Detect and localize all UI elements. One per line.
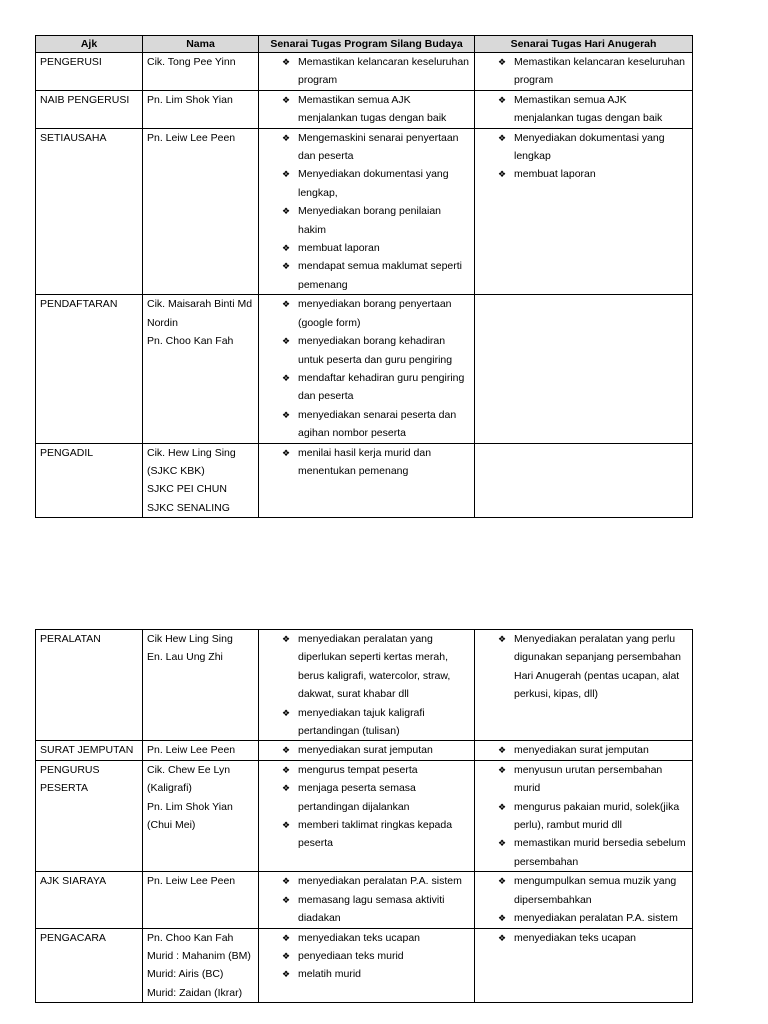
task-list — [263, 129, 470, 295]
task-text: memastikan murid bersedia sebelum persembahan — [514, 837, 686, 868]
committee-duty-table-2 — [35, 629, 693, 1003]
table-row — [36, 741, 693, 760]
ajk-cell: PENGACARA — [36, 928, 143, 1003]
ajk-cell: PENGURUS PESERTA — [36, 760, 143, 871]
diamond-bullet-icon: ❖ — [282, 745, 291, 756]
task-item — [498, 91, 688, 128]
tugas-program-cell — [259, 443, 475, 518]
tugas-program-cell — [259, 295, 475, 443]
task-text: mendapat semua maklumat seperti pemenang — [298, 260, 462, 291]
member-name: Murid: Zaidan (Ikrar) — [147, 986, 243, 999]
member-name: Pn. Lim Shok Yian — [147, 800, 233, 813]
task-text: memberi taklimat ringkas kepada peserta — [298, 819, 453, 850]
member-name: En. Lau Ung Zhi — [147, 651, 223, 664]
diamond-bullet-icon: ❖ — [498, 57, 507, 67]
table-row — [36, 90, 693, 128]
task-text: menilai hasil kerja murid dan menentukan pemenang — [298, 446, 432, 477]
task-text: Menyediakan dokumentasi yang lengkap, — [298, 168, 449, 199]
task-text: mengurus pakaian murid, solek(jika perlu), rambut murid dll — [514, 800, 680, 832]
task-item — [282, 761, 470, 779]
tugas-anugerah-cell — [475, 53, 693, 91]
diamond-bullet-icon: ❖ — [498, 94, 507, 105]
ajk-cell: PENGADIL — [36, 443, 143, 518]
task-item — [282, 332, 470, 369]
header-nama: Nama — [143, 36, 259, 53]
task-item — [282, 630, 470, 704]
tugas-program-cell — [259, 630, 475, 741]
task-list — [479, 761, 688, 871]
task-list — [479, 630, 688, 704]
task-item — [498, 129, 688, 166]
nama-cell — [143, 928, 259, 1003]
table-1-body — [36, 53, 693, 518]
table-row — [36, 872, 693, 928]
tugas-anugerah-cell — [475, 872, 693, 928]
table-2-body — [36, 630, 693, 1003]
task-item — [282, 741, 470, 759]
tugas-anugerah-cell — [475, 760, 693, 871]
task-item — [282, 947, 470, 965]
table-header-row — [36, 36, 693, 53]
task-text: penyediaan teks murid — [298, 949, 404, 962]
diamond-bullet-icon: ❖ — [282, 243, 291, 254]
task-text: menyediakan peralatan P.A. sistem — [298, 875, 462, 888]
member-name: Cik Hew Ling Sing — [147, 633, 233, 645]
diamond-bullet-icon: ❖ — [282, 783, 291, 794]
diamond-bullet-icon: ❖ — [282, 894, 291, 905]
task-text: Memastikan kelancaran keseluruhan program — [514, 56, 686, 87]
task-item — [282, 91, 470, 128]
task-text: menyediakan peralatan yang diperlukan seperti kertas merah, berus kaligrafi, watercolor, straw, dakwat, surat khabar dll — [298, 633, 451, 701]
nama-cell — [143, 443, 259, 518]
diamond-bullet-icon: ❖ — [282, 707, 291, 718]
task-item — [282, 406, 470, 443]
tugas-anugerah-cell — [475, 741, 693, 760]
task-list — [479, 872, 688, 927]
nama-cell — [143, 295, 259, 443]
task-text: Menyediakan borang penilaian hakim — [298, 205, 442, 236]
task-list — [263, 761, 470, 853]
table-row — [36, 53, 693, 91]
tugas-program-cell — [259, 760, 475, 871]
member-name: SJKC SENALING — [147, 501, 230, 514]
diamond-bullet-icon: ❖ — [282, 409, 291, 420]
ajk-cell: AJK SIARAYA — [36, 872, 143, 928]
task-text: menyediakan borang kehadiran untuk peserta dan guru pengiring — [298, 335, 453, 366]
task-item — [498, 929, 688, 947]
task-list — [479, 53, 688, 90]
diamond-bullet-icon: ❖ — [498, 764, 507, 775]
task-item — [282, 891, 470, 928]
tugas-anugerah-cell — [475, 295, 693, 443]
table-row — [36, 128, 693, 295]
nama-cell — [143, 741, 259, 760]
diamond-bullet-icon: ❖ — [498, 801, 507, 812]
tugas-anugerah-cell — [475, 443, 693, 518]
ajk-cell: PENGERUSI — [36, 53, 143, 91]
member-name: Pn. Leiw Lee Peen — [147, 744, 236, 757]
nama-cell — [143, 53, 259, 91]
member-name: Pn. Choo Kan Fah — [147, 335, 234, 348]
table-row — [36, 760, 693, 871]
diamond-bullet-icon: ❖ — [282, 932, 291, 943]
ajk-cell: PENDAFTARAN — [36, 295, 143, 443]
nama-cell — [143, 90, 259, 128]
diamond-bullet-icon: ❖ — [282, 372, 291, 383]
member-name: Pn. Lim Shok Yian — [147, 93, 233, 106]
header-ajk: Ajk — [36, 36, 143, 53]
task-item — [282, 444, 470, 481]
tugas-anugerah-cell — [475, 128, 693, 295]
table-row — [36, 630, 693, 741]
nama-cell — [143, 630, 259, 741]
task-list — [263, 929, 470, 984]
diamond-bullet-icon: ❖ — [498, 913, 507, 924]
ajk-cell: PERALATAN — [36, 630, 143, 741]
member-name: Murid: Airis (BC) — [147, 968, 224, 981]
diamond-bullet-icon: ❖ — [282, 969, 291, 980]
tugas-program-cell — [259, 90, 475, 128]
task-text: mendaftar kehadiran guru pengiring dan peserta — [298, 371, 465, 403]
table-row — [36, 443, 693, 518]
tugas-anugerah-cell — [475, 630, 693, 741]
tugas-program-cell — [259, 872, 475, 928]
task-item — [282, 202, 470, 239]
diamond-bullet-icon: ❖ — [498, 169, 507, 180]
diamond-bullet-icon: ❖ — [282, 336, 291, 347]
diamond-bullet-icon: ❖ — [282, 876, 291, 887]
task-list — [479, 129, 688, 184]
task-text: menyediakan borang penyertaan (google form) — [298, 298, 452, 329]
diamond-bullet-icon: ❖ — [498, 876, 507, 887]
task-list — [479, 741, 688, 759]
member-name: Cik. Tong Pee Yinn — [147, 56, 236, 68]
table-row — [36, 295, 693, 443]
task-item — [282, 165, 470, 202]
task-text: membuat laporan — [514, 168, 596, 181]
member-name: Cik. Chew Ee Lyn — [147, 763, 231, 776]
task-text: Memastikan kelancaran keseluruhan program — [298, 56, 470, 87]
task-text: Menyediakan dokumentasi yang lengkap — [514, 131, 665, 163]
task-text: menyediakan tajuk kaligrafi pertandingan (tulisan) — [298, 706, 425, 738]
diamond-bullet-icon: ❖ — [498, 745, 507, 756]
task-item — [498, 798, 688, 835]
task-item — [282, 779, 470, 816]
task-text: mengumpulkan semua muzik yang dipersembahkan — [514, 875, 677, 906]
member-name: (SJKC KBK) — [147, 464, 205, 477]
task-item — [282, 872, 470, 890]
diamond-bullet-icon: ❖ — [282, 634, 291, 644]
diamond-bullet-icon: ❖ — [498, 838, 507, 849]
task-text: menyediakan teks ucapan — [298, 931, 420, 944]
task-item — [498, 53, 688, 90]
task-text: menyediakan teks ucapan — [514, 931, 636, 944]
diamond-bullet-icon: ❖ — [282, 206, 291, 217]
member-name: Pn. Leiw Lee Peen — [147, 875, 236, 888]
task-list — [479, 929, 688, 947]
task-item — [498, 741, 688, 759]
diamond-bullet-icon: ❖ — [282, 820, 291, 831]
ajk-cell: NAIB PENGERUSI — [36, 90, 143, 128]
task-text: Menyediakan peralatan yang perlu digunakan sepanjang persembahan Hari Anugerah (pentas ucapan, alat perkusi, kipas, dll) — [514, 633, 681, 701]
nama-cell — [143, 872, 259, 928]
task-item — [282, 929, 470, 947]
header-tugas-anugerah: Senarai Tugas Hari Anugerah — [475, 36, 693, 53]
task-text: menyediakan peralatan P.A. sistem — [514, 912, 678, 925]
task-list — [263, 872, 470, 927]
task-item — [282, 257, 470, 294]
task-list — [263, 53, 470, 90]
task-text: memasang lagu semasa aktiviti diadakan — [298, 893, 445, 925]
task-item — [282, 295, 470, 332]
diamond-bullet-icon: ❖ — [498, 932, 507, 943]
tugas-anugerah-cell — [475, 90, 693, 128]
member-name: Pn. Leiw Lee Peen — [147, 131, 236, 144]
diamond-bullet-icon: ❖ — [282, 261, 291, 272]
member-name: Murid : Mahanim (BM) — [147, 949, 251, 962]
task-text: menyusun urutan persembahan murid — [514, 763, 663, 795]
task-item — [282, 369, 470, 406]
diamond-bullet-icon: ❖ — [282, 132, 291, 143]
task-item — [498, 872, 688, 909]
member-name: (Kaligrafi) — [147, 782, 192, 795]
task-item — [498, 909, 688, 927]
task-item — [282, 816, 470, 853]
task-text: melatih murid — [298, 968, 362, 981]
task-list — [479, 91, 688, 128]
tugas-program-cell — [259, 53, 475, 91]
nama-cell — [143, 128, 259, 295]
task-item — [282, 129, 470, 166]
diamond-bullet-icon: ❖ — [282, 94, 291, 105]
task-text: menjaga peserta semasa pertandingan dijalankan — [298, 782, 416, 813]
tugas-program-cell — [259, 128, 475, 295]
task-list — [263, 630, 470, 740]
diamond-bullet-icon: ❖ — [282, 299, 291, 310]
task-text: Memastikan semua AJK menjalankan tugas dengan baik — [298, 93, 447, 125]
committee-duty-table-1 — [35, 35, 693, 518]
diamond-bullet-icon: ❖ — [498, 132, 507, 143]
task-item — [282, 965, 470, 983]
member-name: Pn. Choo Kan Fah — [147, 931, 234, 944]
ajk-cell: SETIAUSAHA — [36, 128, 143, 295]
member-name: Cik. Hew Ling Sing — [147, 446, 236, 459]
diamond-bullet-icon: ❖ — [498, 634, 507, 644]
task-text: mengurus tempat peserta — [298, 763, 418, 776]
table-row — [36, 928, 693, 1003]
tugas-program-cell — [259, 928, 475, 1003]
task-item — [498, 630, 688, 704]
header-tugas-program: Senarai Tugas Program Silang Budaya — [259, 36, 475, 53]
task-list — [263, 91, 470, 128]
task-text: menyediakan surat jemputan — [514, 744, 649, 757]
diamond-bullet-icon: ❖ — [282, 447, 291, 458]
tugas-anugerah-cell — [475, 928, 693, 1003]
task-list — [263, 295, 470, 442]
task-text: menyediakan senarai peserta dan agihan nombor peserta — [298, 408, 457, 440]
task-item — [282, 704, 470, 741]
ajk-cell: SURAT JEMPUTAN — [36, 741, 143, 760]
task-item — [498, 761, 688, 798]
diamond-bullet-icon: ❖ — [282, 764, 291, 775]
task-text: Mengemaskini senarai penyertaan dan peserta — [298, 131, 459, 163]
member-name: (Chui Mei) — [147, 819, 196, 832]
task-item — [282, 53, 470, 90]
task-text: membuat laporan — [298, 242, 380, 255]
task-item — [498, 165, 688, 183]
task-item — [282, 239, 470, 257]
task-list — [263, 741, 470, 759]
task-text: Memastikan semua AJK menjalankan tugas dengan baik — [514, 93, 663, 125]
member-name: SJKC PEI CHUN — [147, 483, 227, 496]
task-text: menyediakan surat jemputan — [298, 744, 433, 757]
diamond-bullet-icon: ❖ — [282, 57, 291, 67]
member-name: Cik. Maisarah Binti Md Nordin — [147, 298, 253, 329]
task-item — [498, 834, 688, 871]
task-list — [263, 444, 470, 481]
tugas-program-cell — [259, 741, 475, 760]
diamond-bullet-icon: ❖ — [282, 169, 291, 180]
nama-cell — [143, 760, 259, 871]
diamond-bullet-icon: ❖ — [282, 950, 291, 961]
